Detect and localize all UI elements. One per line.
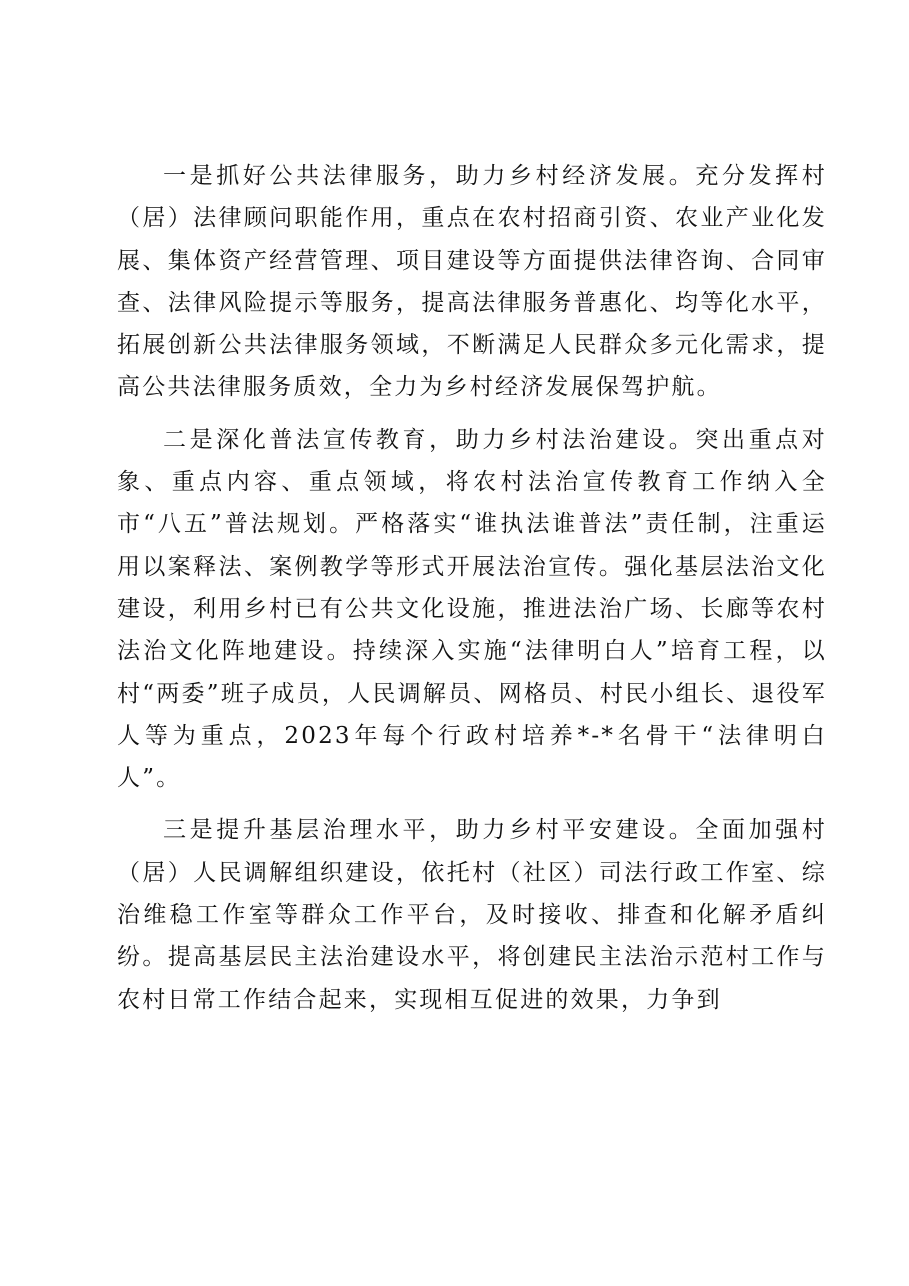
paragraph-legal-services: 一是抓好公共法律服务，助力乡村经济发展。充分发挥村（居）法律顾问职能作用，重点在农村招商引资、农业产业化发展、集体资产经营管理、项目建设等方面提供法律咨询、合同审查、法律风险提示等服务，提高法律服务普惠化、均等化水平，拓展创新公共法律服务领域，不断满足人民群众多元化需求，提高公共法律服务质效，全力为乡村经济发展保驾护航。 — [117, 163, 827, 401]
paragraph-grassroots-governance: 三是提升基层治理水平，助力乡村平安建设。全面加强村（居）人民调解组织建设，依托村（社区）司法行政工作室、综治维稳工作室等群众工作平台，及时接收、排查和化解矛盾纠纷。提高基层民主法治建设水平，将创建民主法治示范村工作与农村日常工作结合起来，实现相互促进的效果，力争到 — [117, 817, 827, 1013]
document-body — [117, 155, 827, 1021]
paragraph-law-education: 二是深化普法宣传教育，助力乡村法治建设。突出重点对象、重点内容、重点领域，将农村法治宣传教育工作纳入全市“八五”普法规划。严格落实“谁执法谁普法”责任制，注重运用以案释法、案例教学等形式开展法治宣传。强化基层法治文化建设，利用乡村已有公共文化设施，推进法治广场、长廊等农村法治文化阵地建设。持续深入实施“法律明白人”培育工程，以村“两委”班子成员，人民调解员、网格员、村民小组长、退役军人等为重点，2023年每个行政村培养*-*名骨干“法律明白人”。 — [117, 426, 827, 792]
